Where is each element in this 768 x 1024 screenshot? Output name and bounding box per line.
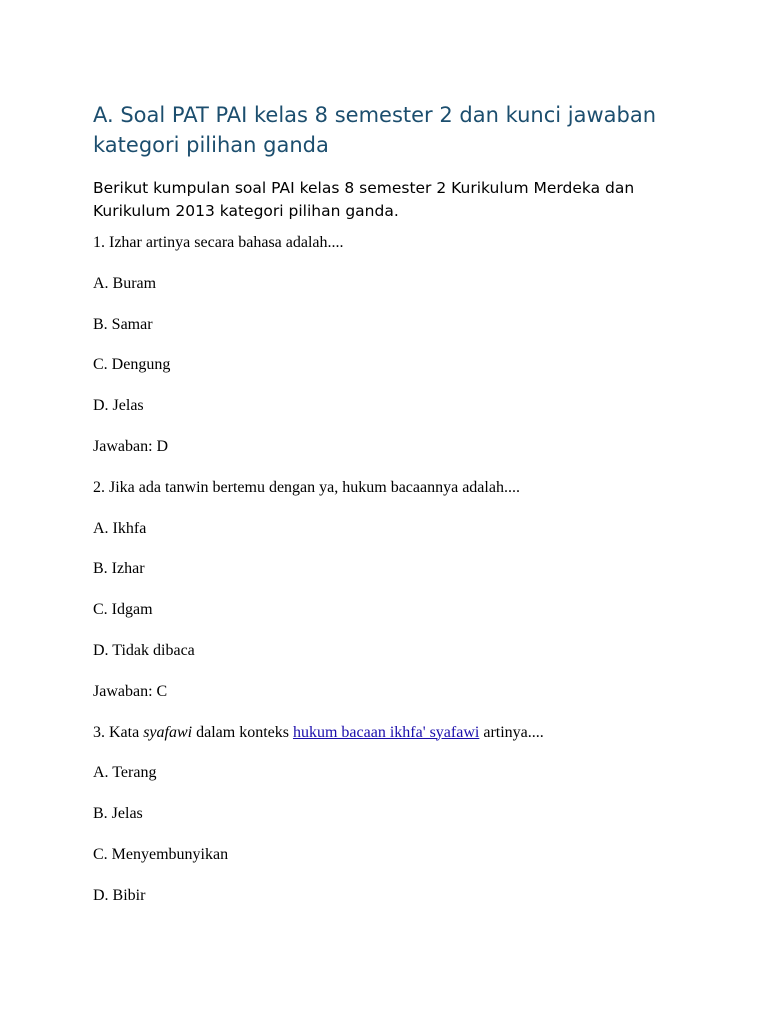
question-1-option-b: B. Samar (93, 315, 153, 333)
question-1-option-a: A. Buram (93, 274, 157, 292)
question-3-option-c: C. Menyembunyikan (93, 845, 229, 863)
question-2-answer: Jawaban: C (93, 682, 168, 700)
question-1: 1. Izhar artinya secara bahasa adalah.... (93, 234, 344, 251)
question-2-option-d: D. Tidak dibaca (93, 641, 195, 659)
question-3-option-d: D. Bibir (93, 886, 146, 904)
question-2-option-b: B. Izhar (93, 560, 145, 578)
question-1-option-d: D. Jelas (93, 397, 144, 415)
ikhfa-syafawi-link[interactable]: hukum bacaan ikhfa' syafawi (292, 723, 480, 741)
question-3-option-a: A. Terang (93, 764, 157, 782)
question-2-option-c: C. Idgam (93, 601, 153, 619)
question-1-answer: Jawaban: D (93, 437, 169, 455)
article-content (93, 100, 683, 927)
question-2-option-a: A. Ikhfa (93, 519, 147, 537)
question-3-prefix: 3. Kata (93, 723, 144, 741)
question-3 (93, 723, 683, 764)
question-3-option-b: B. Jelas (93, 805, 143, 823)
question-3-middle: dalam konteks (192, 723, 293, 741)
section-heading: A. Soal PAT PAI kelas 8 semester 2 dan kunci jawaban kategori pilihan ganda (93, 103, 657, 157)
question-2: 2. Jika ada tanwin bertemu dengan ya, hukum bacaannya adalah.... (93, 478, 520, 496)
intro-paragraph: Berikut kumpulan soal PAI kelas 8 semester 2 Kurikulum Merdeka dan Kurikulum 2013 kategori pilihan ganda. (93, 179, 635, 220)
question-1-option-c: C. Dengung (93, 356, 171, 374)
question-3-suffix: artinya.... (479, 723, 544, 741)
question-3-term: syafawi (143, 723, 193, 741)
